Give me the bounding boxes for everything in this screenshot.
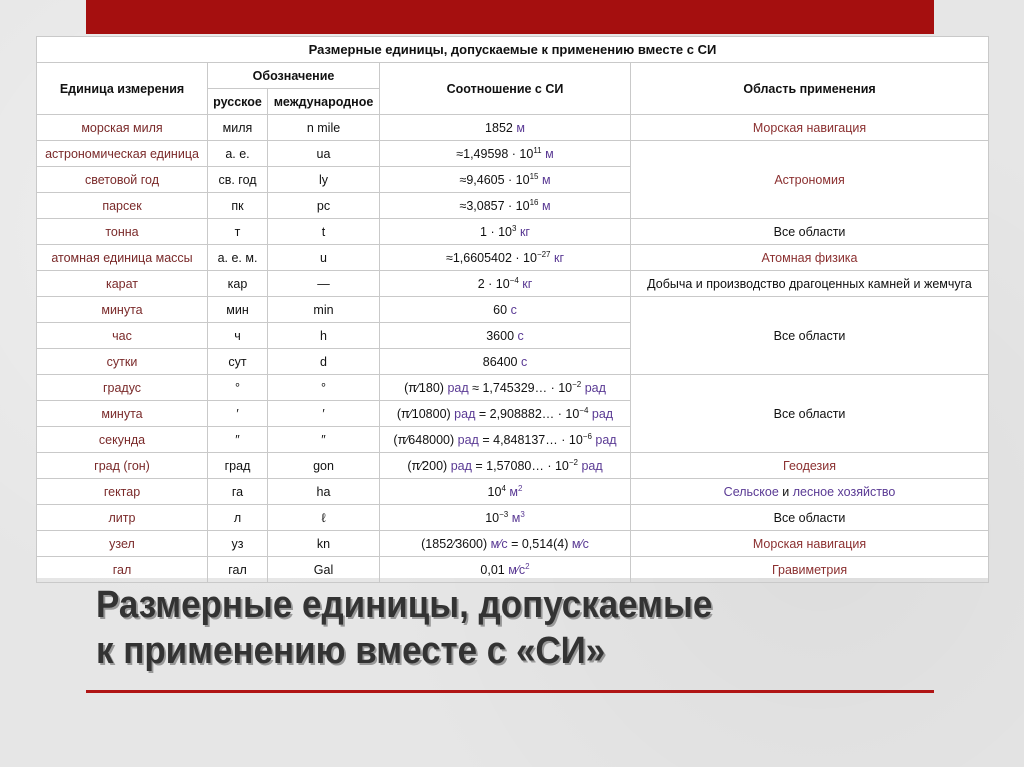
- si-ratio: $\approx 1,49598 \cdot 10^{11}$ м: [380, 141, 631, 167]
- designation-russian: град: [208, 453, 268, 479]
- designation-international: u: [268, 245, 380, 271]
- designation-international: ua: [268, 141, 380, 167]
- designation-russian: л: [208, 505, 268, 531]
- unit-name: сутки: [37, 349, 208, 375]
- designation-international: gon: [268, 453, 380, 479]
- unit-name: узел: [37, 531, 208, 557]
- designation-international: °: [268, 375, 380, 401]
- designation-international: h: [268, 323, 380, 349]
- si-ratio: 86400 с: [380, 349, 631, 375]
- designation-russian: а. е.: [208, 141, 268, 167]
- table-caption-row: [37, 37, 989, 63]
- unit-name: парсек: [37, 193, 208, 219]
- unit-name: минута: [37, 297, 208, 323]
- designation-russian: а. е. м.: [208, 245, 268, 271]
- designation-international: ha: [268, 479, 380, 505]
- designation-international: ′: [268, 401, 380, 427]
- designation-international: d: [268, 349, 380, 375]
- unit-name: гектар: [37, 479, 208, 505]
- unit-name: литр: [37, 505, 208, 531]
- header-area: Область применения: [631, 63, 989, 115]
- table-row: [37, 453, 989, 479]
- application-area: Геодезия: [631, 453, 989, 479]
- table-row: [37, 505, 989, 531]
- table-row: [37, 141, 989, 167]
- application-area: Атомная физика: [631, 245, 989, 271]
- table-row: [37, 271, 989, 297]
- si-ratio: 3600 с: [380, 323, 631, 349]
- application-area: Все области: [631, 375, 989, 453]
- application-area: Гравиметрия: [631, 557, 989, 583]
- designation-russian: ч: [208, 323, 268, 349]
- si-ratio: 0,01 $м⁄с^2$: [380, 557, 631, 583]
- si-ratio: (1852⁄3600) м⁄с = 0,514(4) м⁄с: [380, 531, 631, 557]
- si-ratio: $1 \cdot 10^3$ кг: [380, 219, 631, 245]
- si-ratio: $\approx 3,0857 \cdot 10^{16}$ м: [380, 193, 631, 219]
- unit-name: тонна: [37, 219, 208, 245]
- unit-name: гал: [37, 557, 208, 583]
- top-accent-bar: [86, 0, 934, 34]
- designation-russian: сут: [208, 349, 268, 375]
- slide-title-line-2: к применению вместе с «СИ»: [96, 630, 606, 672]
- designation-russian: гал: [208, 557, 268, 583]
- table-header-row: [37, 63, 989, 89]
- header-russian: русское: [208, 89, 268, 115]
- unit-name: атомная единица массы: [37, 245, 208, 271]
- application-area: Сельское и лесное хозяйство: [631, 479, 989, 505]
- designation-russian: пк: [208, 193, 268, 219]
- designation-russian: мин: [208, 297, 268, 323]
- designation-international: ly: [268, 167, 380, 193]
- unit-name: градус: [37, 375, 208, 401]
- units-table-container: [36, 36, 988, 578]
- designation-international: —: [268, 271, 380, 297]
- designation-russian: св. год: [208, 167, 268, 193]
- si-ratio: (π⁄200) рад = 1,57080… · $10^{-2}$ рад: [380, 453, 631, 479]
- designation-international: min: [268, 297, 380, 323]
- designation-international: ℓ: [268, 505, 380, 531]
- designation-russian: миля: [208, 115, 268, 141]
- title-underline: [86, 690, 934, 693]
- application-area: Все области: [631, 297, 989, 375]
- header-unit: Единица измерения: [37, 63, 208, 115]
- application-area: Добыча и производство драгоценных камней и жемчуга: [631, 271, 989, 297]
- designation-international: t: [268, 219, 380, 245]
- table-row: [37, 297, 989, 323]
- application-area: Морская навигация: [631, 115, 989, 141]
- table-caption: Размерные единицы, допускаемые к применению вместе с СИ: [37, 37, 989, 63]
- table-row: [37, 557, 989, 583]
- si-ratio: $10^{-3}$ $м^3$: [380, 505, 631, 531]
- si-ratio: (π⁄180) рад ≈ 1,745329… · $10^{-2}$ рад: [380, 375, 631, 401]
- si-ratio: $\approx 1,6605402 \cdot 10^{-27}$ кг: [380, 245, 631, 271]
- table-row: [37, 219, 989, 245]
- designation-international: pc: [268, 193, 380, 219]
- slide-title-line-1: Размерные единицы, допускаемые: [96, 584, 713, 626]
- unit-name: час: [37, 323, 208, 349]
- designation-international: kn: [268, 531, 380, 557]
- si-ratio: $2 \cdot 10^{-4}$ кг: [380, 271, 631, 297]
- table-row: [37, 531, 989, 557]
- designation-russian: т: [208, 219, 268, 245]
- slide-title: [96, 582, 869, 674]
- table-row: [37, 245, 989, 271]
- application-area: Морская навигация: [631, 531, 989, 557]
- si-ratio: $\approx 9,4605 \cdot 10^{15}$ м: [380, 167, 631, 193]
- application-area: Все области: [631, 219, 989, 245]
- si-ratio: $10^4$ $м^2$: [380, 479, 631, 505]
- designation-international: n mile: [268, 115, 380, 141]
- unit-name: астрономическая единица: [37, 141, 208, 167]
- designation-international: Gal: [268, 557, 380, 583]
- header-si-ratio: Соотношение с СИ: [380, 63, 631, 115]
- designation-russian: ′: [208, 401, 268, 427]
- si-ratio: (π⁄648000) рад = 4,848137… · $10^{-6}$ рад: [380, 427, 631, 453]
- unit-name: карат: [37, 271, 208, 297]
- units-table: [36, 36, 989, 583]
- si-ratio: (π⁄10800) рад = 2,908882… · $10^{-4}$ рад: [380, 401, 631, 427]
- designation-international: ″: [268, 427, 380, 453]
- designation-russian: °: [208, 375, 268, 401]
- unit-name: секунда: [37, 427, 208, 453]
- unit-name: морская миля: [37, 115, 208, 141]
- designation-russian: ″: [208, 427, 268, 453]
- designation-russian: кар: [208, 271, 268, 297]
- header-designation: Обозначение: [208, 63, 380, 89]
- application-area: Все области: [631, 505, 989, 531]
- unit-name: минута: [37, 401, 208, 427]
- application-area: Астрономия: [631, 141, 989, 219]
- designation-russian: га: [208, 479, 268, 505]
- si-ratio: 60 с: [380, 297, 631, 323]
- designation-russian: уз: [208, 531, 268, 557]
- table-row: [37, 115, 989, 141]
- si-ratio: 1852 м: [380, 115, 631, 141]
- table-row: [37, 375, 989, 401]
- header-international: международное: [268, 89, 380, 115]
- unit-name: световой год: [37, 167, 208, 193]
- unit-name: град (гон): [37, 453, 208, 479]
- table-row: [37, 479, 989, 505]
